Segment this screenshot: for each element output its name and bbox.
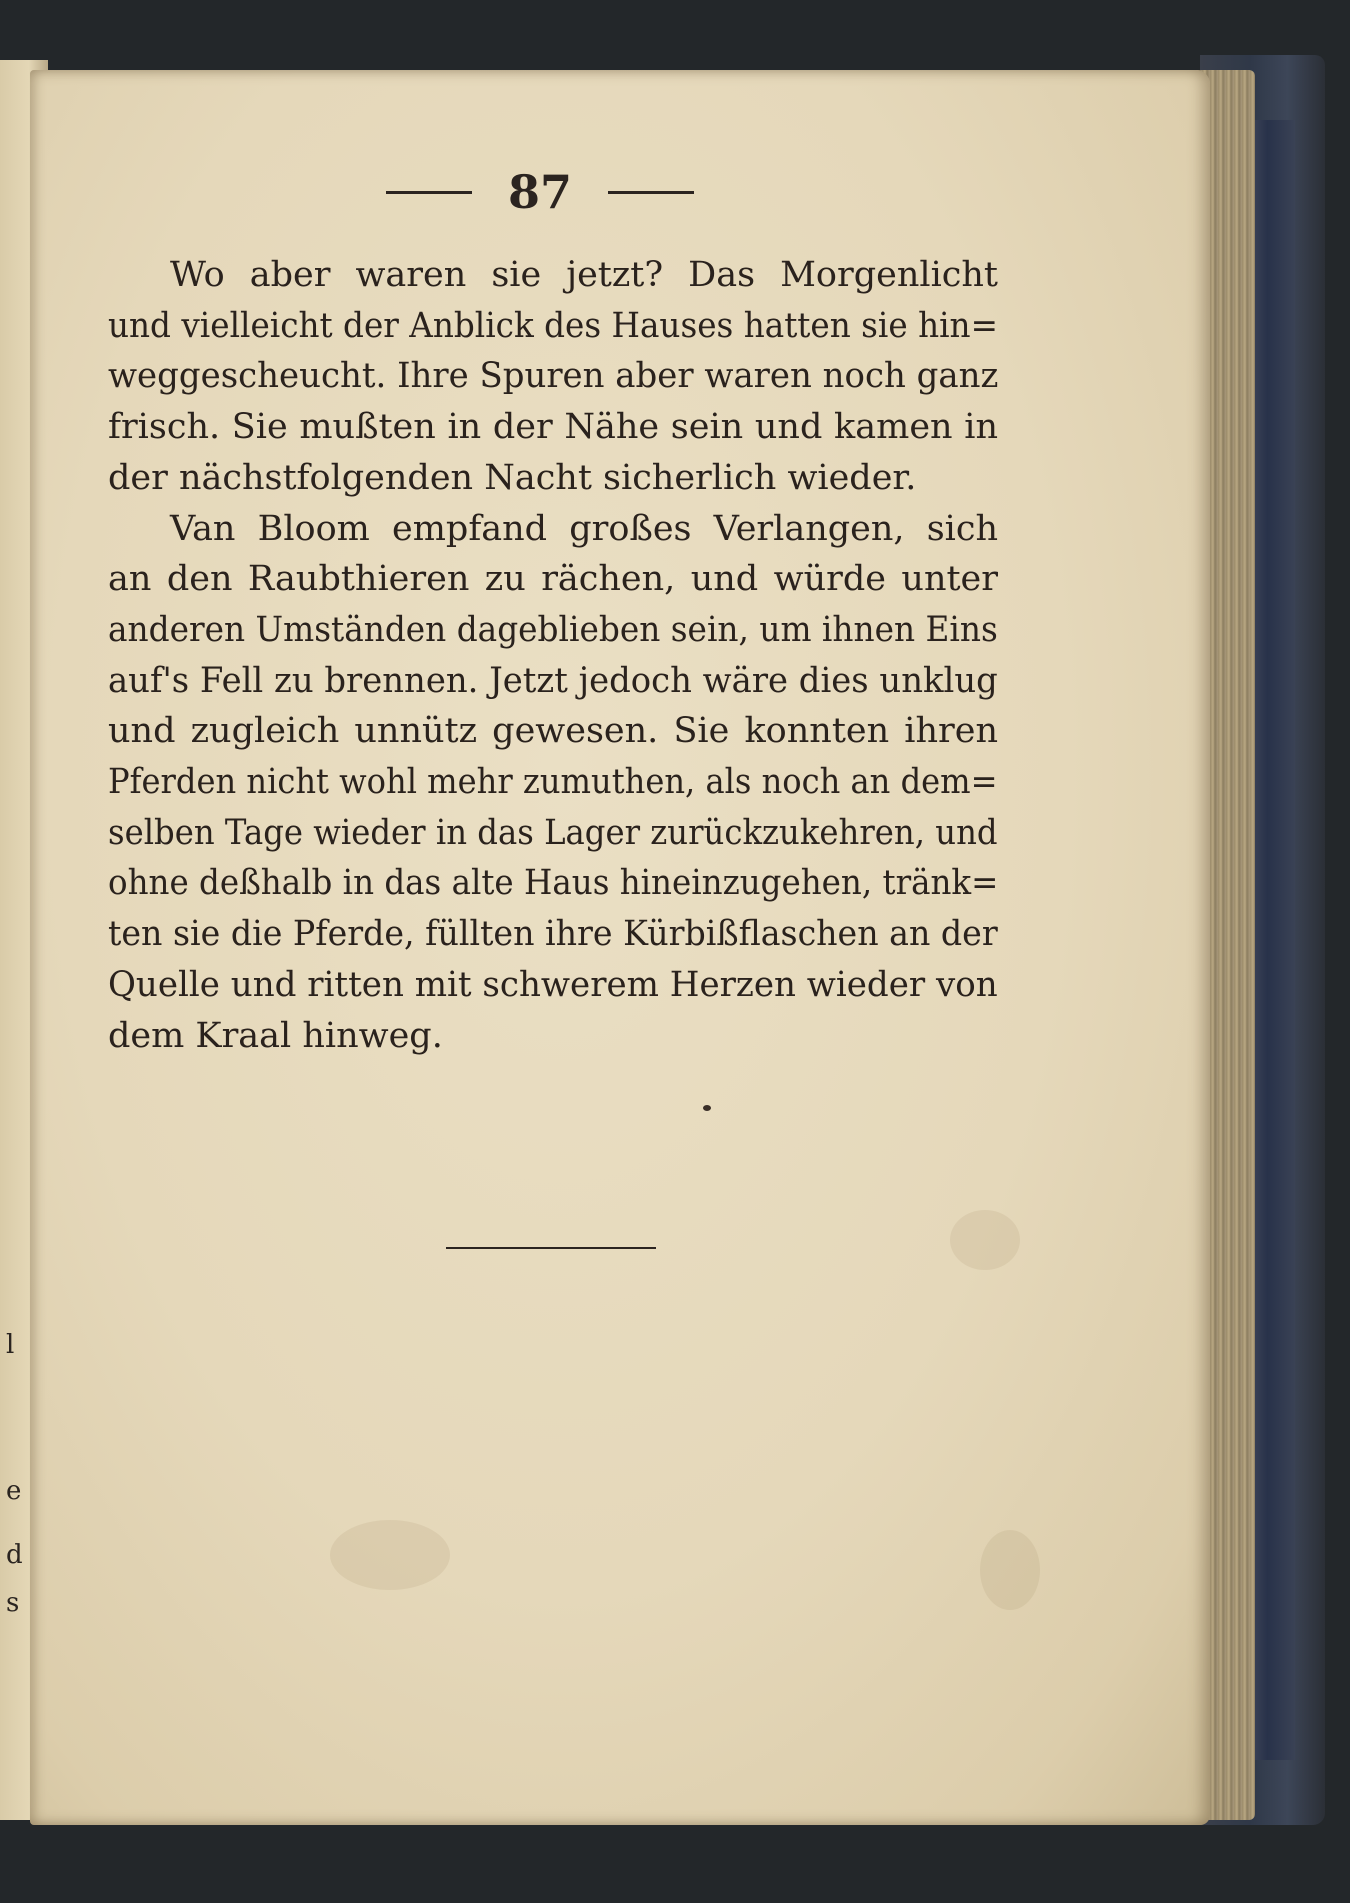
header-dash-left <box>386 191 472 194</box>
text-line: selben Tage wieder in das Lager zurückzukehren, und <box>108 812 998 853</box>
facing-page-glyph: s <box>6 1588 20 1618</box>
text-line: Pferden nicht wohl mehr zumuthen, als noch an dem= <box>108 762 998 803</box>
text-line: Van Bloom empfand großes Verlangen, sich <box>170 508 998 549</box>
text-line: an den Raubthieren zu rächen, und würde unter <box>108 559 998 600</box>
text-line: auf's Fell zu brennen. Jetzt jedoch wäre dies unklug <box>108 660 998 701</box>
chapter-end-rule <box>446 1247 656 1249</box>
text-line: und vielleicht der Anblick des Hauses hatten sie hin= <box>108 305 998 346</box>
text-line: frisch. Sie mußten in der Nähe sein und kamen in <box>108 407 998 448</box>
header-dash-right <box>608 191 694 194</box>
paper-stain <box>330 1520 450 1590</box>
text-line: anderen Umständen dageblieben sein, um ihnen Eins <box>108 609 998 650</box>
text-line: der nächstfolgenden Nacht sicherlich wieder. <box>108 457 917 498</box>
text-line: Quelle und ritten mit schwerem Herzen wieder von <box>108 964 998 1005</box>
text-line: weggescheucht. Ihre Spuren aber waren noch ganz <box>108 356 999 397</box>
paper-stain <box>950 1210 1020 1270</box>
page-header <box>360 162 720 222</box>
page-number: 87 <box>507 165 572 219</box>
ink-dot <box>703 1105 711 1111</box>
text-line: dem Kraal hinweg. <box>108 1015 443 1056</box>
facing-page-glyph: e <box>6 1476 22 1506</box>
text-line: ten sie die Pferde, füllten ihre Kürbißflaschen an der <box>108 914 998 955</box>
paragraph <box>108 504 998 1062</box>
text-line: Wo aber waren sie jetzt? Das Morgenlicht <box>170 255 998 295</box>
facing-page-glyph: l <box>6 1330 15 1360</box>
paragraph <box>108 250 998 504</box>
text-line: und zugleich unnütz gewesen. Sie konnten ihren <box>108 711 998 752</box>
text-line: ohne deßhalb in das alte Haus hineinzugehen, tränk= <box>108 863 999 904</box>
paper-stain <box>980 1530 1040 1610</box>
book-page <box>30 70 1210 1825</box>
facing-page-glyph: d <box>6 1540 23 1570</box>
body-text <box>108 250 998 1061</box>
